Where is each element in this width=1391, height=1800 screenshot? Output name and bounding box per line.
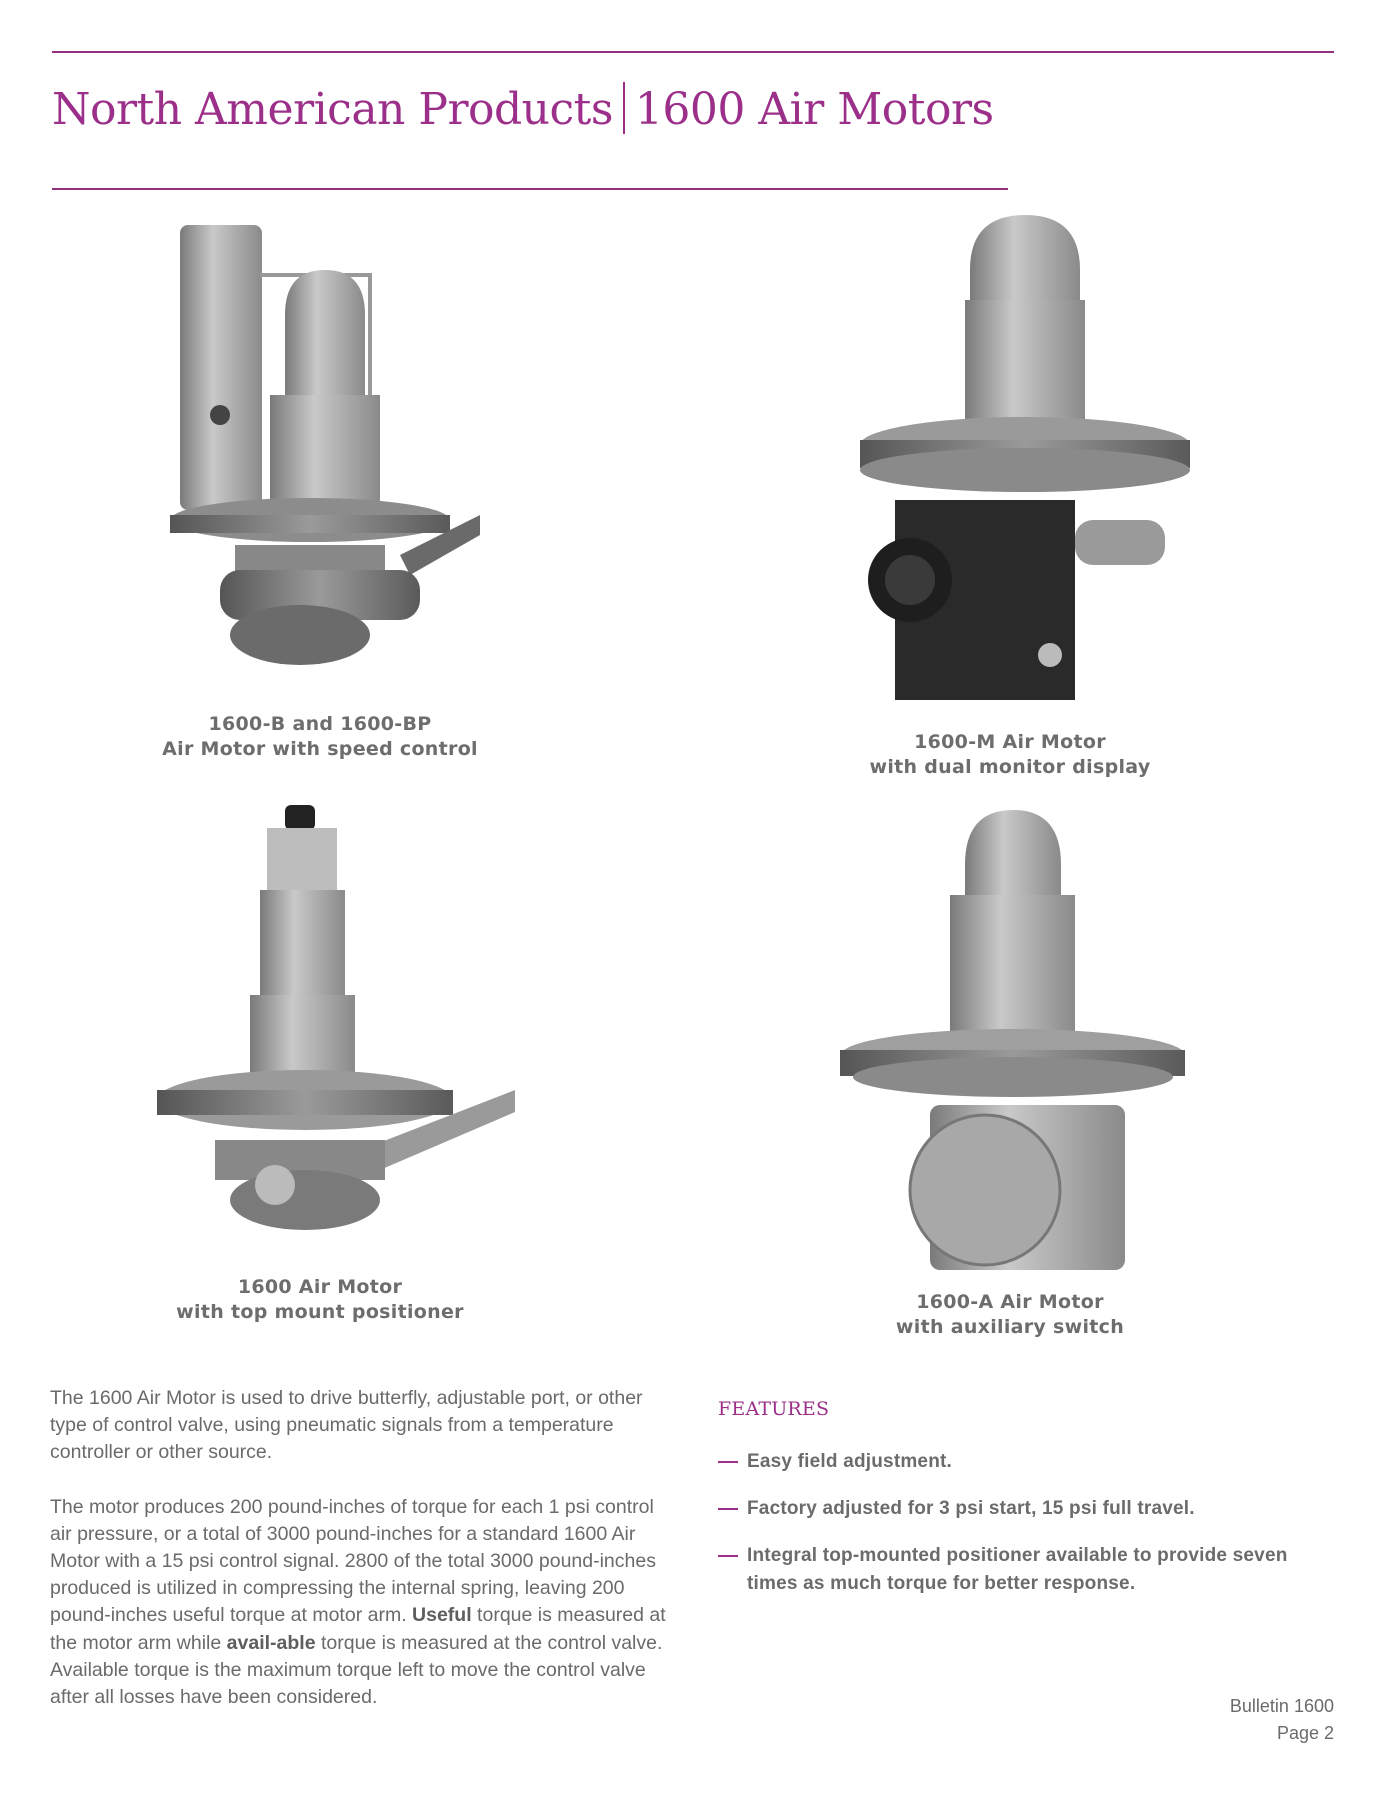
top-rule <box>52 51 1334 53</box>
caption-1600-a: 1600-A Air Motor with auxiliary switch <box>895 1291 1125 1338</box>
page-title <box>52 82 994 135</box>
dash-bullet-icon <box>718 1555 738 1557</box>
description-body <box>50 1385 670 1738</box>
caption-1600-positioner: 1600 Air Motor with top mount positioner <box>176 1276 464 1323</box>
caption-1600-m: 1600-M Air Motor with dual monitor display <box>869 731 1151 778</box>
product-photo-1600-positioner <box>155 800 515 1260</box>
caption-1600-b: 1600-B and 1600-BP Air Motor with speed control <box>162 713 478 760</box>
feature-item: Integral top-mounted positioner available to provide seven times as much torque for better response. <box>718 1542 1298 1598</box>
product-photo-1600-a <box>835 805 1190 1275</box>
description-paragraph-2: The motor produces 200 pound-inches of torque for each 1 psi control air pressure, or a total of 3000 pound-inches for a standard 1600 Air Motor with a 15 psi control signal. 2800 of the total 3000 pound-inches produced is utilized in compressing the internal spring, leaving 200 pound-inches useful torque at motor arm. Useful torque is measured at the motor arm while avail-able torque is measured at the control valve. Available torque is the maximum torque left to move the control valve after all losses have been considered. <box>50 1495 666 1709</box>
bulletin-number: Bulletin 1600 <box>1229 1696 1334 1716</box>
dash-bullet-icon <box>718 1461 738 1463</box>
product-photo-1600-m <box>850 210 1200 710</box>
title-left: North American Products <box>52 84 613 135</box>
dash-bullet-icon <box>718 1508 738 1510</box>
title-right: 1600 Air Motors <box>634 84 994 135</box>
page-number: Page 2 <box>1276 1723 1334 1743</box>
product-photo-1600-b <box>160 215 480 695</box>
title-separator <box>623 82 625 134</box>
features-list <box>718 1448 1298 1617</box>
feature-item: Easy field adjustment. <box>718 1448 1298 1476</box>
page-footer <box>1230 1693 1334 1747</box>
description-paragraph-1: The 1600 Air Motor is used to drive butterfly, adjustable port, or other type of control valve, using pneumatic signals from a temperature controller or other source. <box>50 1387 643 1464</box>
feature-item: Factory adjusted for 3 psi start, 15 psi full travel. <box>718 1495 1298 1523</box>
title-underline-rule <box>52 188 1008 190</box>
features-heading: FEATURES <box>718 1398 830 1420</box>
